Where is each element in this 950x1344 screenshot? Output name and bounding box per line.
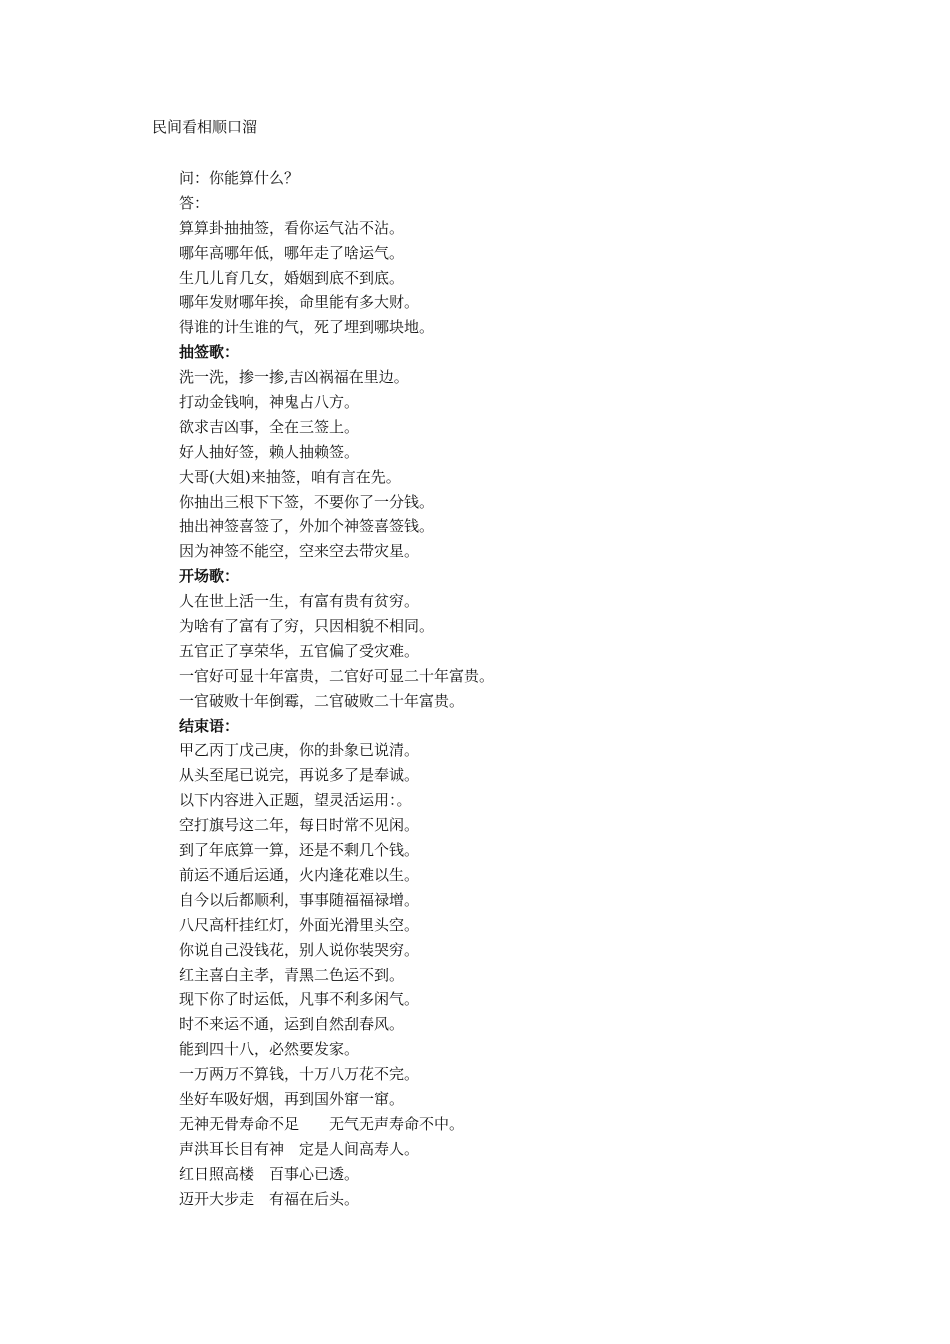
text-line: 五官正了享荣华，五官偏了受灾难。	[179, 641, 420, 660]
text-line: 甲乙丙丁戊己庚，你的卦象已说清。	[179, 741, 420, 760]
text-line: 红主喜白主孝，青黑二色运不到。	[179, 965, 405, 984]
text-line: 八尺高杆挂红灯，外面光滑里头空。	[179, 915, 420, 934]
text-line: 现下你了时运低，凡事不利多闲气。	[179, 990, 420, 1009]
section-heading: 结束语：	[179, 716, 240, 735]
text-line: 为啥有了富有了穷，只因相貌不相同。	[179, 617, 435, 636]
text-line: 坐好车吸好烟，再到国外窜一窜。	[179, 1089, 405, 1108]
text-line: 自今以后都顺利，事事随福福禄增。	[179, 890, 420, 909]
document-title: 民间看相顺口溜	[152, 118, 258, 136]
text-line: 人在世上活一生，有富有贵有贫穷。	[179, 592, 420, 611]
text-line: 到了年底算一算，还是不剩几个钱。	[179, 841, 420, 860]
text-line: 能到四十八，必然要发家。	[179, 1040, 360, 1059]
text-line: 因为神签不能空，空来空去带灾星。	[179, 542, 420, 561]
text-line: 空打旗号这二年，每日时常不见闲。	[179, 816, 420, 835]
text-line: 欲求吉凶事，全在三签上。	[179, 417, 360, 436]
text-line: 红日照高楼 百事心已透。	[179, 1164, 360, 1183]
document-body	[179, 166, 919, 1211]
text-line: 好人抽好签，赖人抽赖签。	[179, 442, 360, 461]
text-line: 以下内容进入正题，望灵活运用：。	[179, 791, 412, 810]
section-heading: 抽签歌：	[179, 343, 240, 362]
text-line: 从头至尾已说完，再说多了是奉诚。	[179, 766, 420, 785]
text-line: 你抽出三根下下签，不要你了一分钱。	[179, 492, 435, 511]
text-line: 迈开大步走 有福在后头。	[179, 1189, 360, 1208]
text-line: 生几儿育几女，婚姻到底不到底。	[179, 268, 405, 287]
text-line: 一官好可显十年富贵，二官好可显二十年富贵。	[179, 666, 495, 685]
text-line: 问：你能算什么？	[179, 169, 300, 187]
text-line: 哪年发财哪年挨，命里能有多大财。	[179, 293, 420, 312]
text-line: 前运不通后运通，火内逢花难以生。	[179, 865, 420, 884]
text-line: 抽出神签喜签了，外加个神签喜签钱。	[179, 517, 435, 536]
text-line: 你说自己没钱花，别人说你装哭穷。	[179, 940, 420, 959]
text-line: 答：	[179, 193, 210, 212]
text-line: 得谁的计生谁的气，死了埋到哪块地。	[179, 318, 435, 337]
text-line: 算算卦抽抽签，看你运气沾不沾。	[179, 218, 405, 237]
text-line: 时不来运不通，运到自然刮春风。	[179, 1015, 405, 1034]
section-heading: 开场歌：	[179, 567, 240, 586]
text-line: 声洪耳长目有神 定是人间高寿人。	[179, 1139, 420, 1158]
text-line: 打动金钱响，神鬼占八方。	[179, 393, 360, 412]
text-line: 一官破败十年倒霉，二官破败二十年富贵。	[179, 691, 465, 710]
text-line: 大哥(大姐)来抽签，咱有言在先。	[179, 467, 401, 486]
text-line: 一万两万不算钱，十万八万花不完。	[179, 1065, 420, 1084]
text-line: 哪年高哪年低，哪年走了啥运气。	[179, 243, 405, 262]
text-line: 无神无骨寿命不足 无气无声寿命不中。	[179, 1114, 465, 1133]
text-line: 洗一洗，掺一掺,吉凶祸福在里边。	[179, 368, 409, 387]
